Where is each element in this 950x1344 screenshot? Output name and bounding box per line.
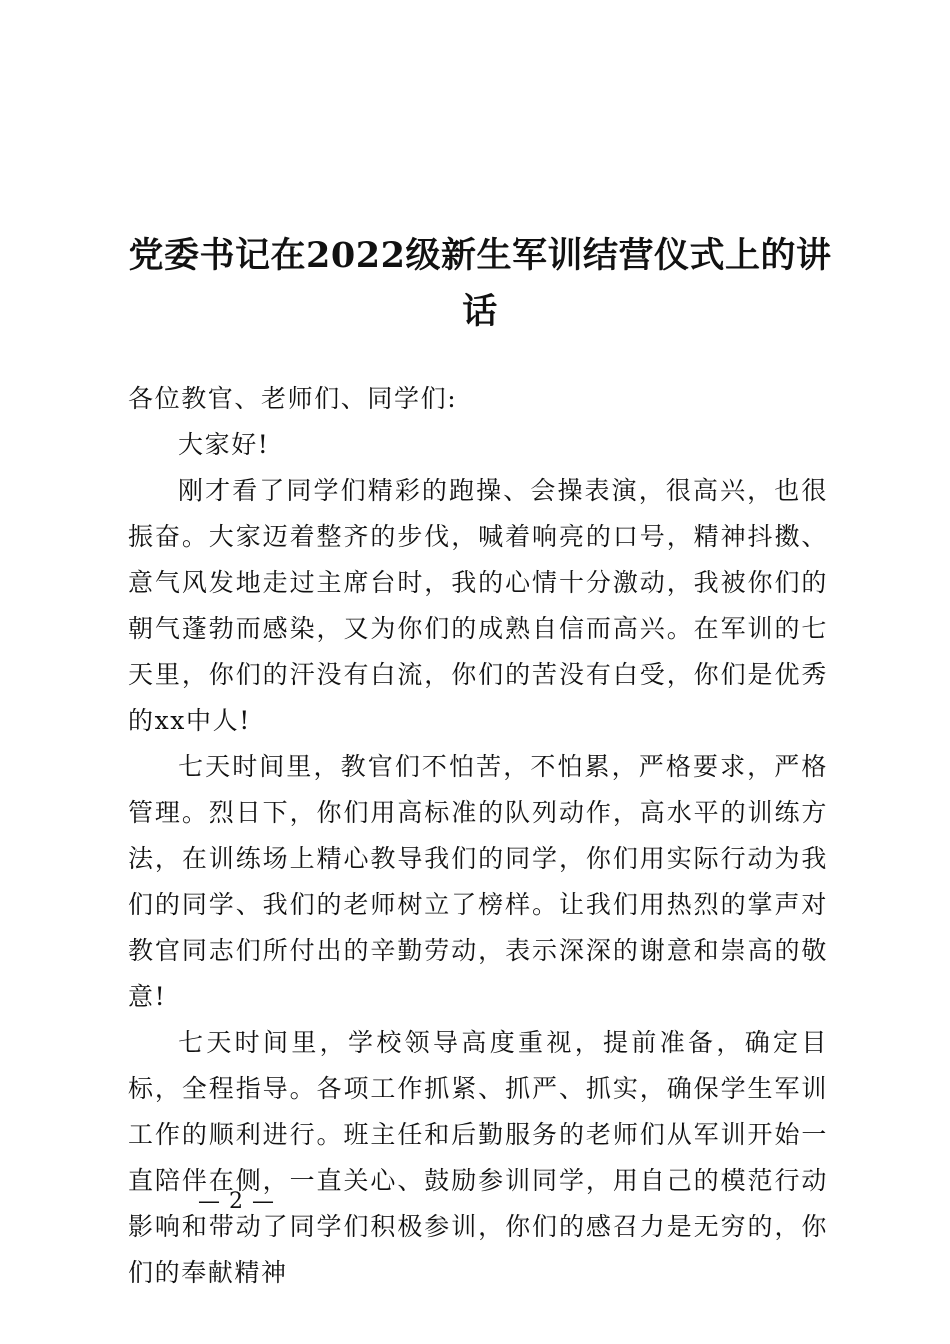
- title-line-2: 话: [462, 291, 498, 332]
- paragraph-3: 七天时间里，学校领导高度重视，提前准备，确定目标，全程指导。各项工作抓紧、抓严、抓实，确保学生军训工作的顺利进行。班主任和后勤服务的老师们从军训开始一直陪伴在侧，一直关心、鼓励参训同学，用自己的模范行动影响和带动了同学们积极参训，你们的感召力是无穷的，你们的奉献精神: [128, 1028, 828, 1287]
- salutation: 各位教官、老师们、同学们:: [128, 384, 458, 413]
- paragraph-2: 七天时间里，教官们不怕苦，不怕累，严格要求，严格管理。烈日下，你们用高标准的队列动作，高水平的训练方法，在训练场上精心教导我们的同学，你们用实际行动为我们的同学、我们的老师树立了榜样。让我们用热烈的掌声对教官同志们所付出的辛勤劳动，表示深深的谢意和崇高的敬意!: [128, 752, 828, 1011]
- document-title: [120, 228, 840, 340]
- title-line-1: 党委书记在2022级新生军训结营仪式上的讲: [128, 235, 832, 276]
- page-number: — 2 —: [198, 1189, 275, 1214]
- paragraph-1: 刚才看了同学们精彩的跑操、会操表演，很高兴，也很振奋。大家迈着整齐的步伐，喊着响亮的口号，精神抖擞、意气风发地走过主席台时，我的心情十分激动，我被你们的朝气蓬勃而感染，又为你们的成熟自信而高兴。在军训的七天里，你们的汗没有白流，你们的苦没有白受，你们是优秀的xx中人!: [128, 476, 828, 735]
- document-body: [128, 376, 828, 1296]
- greeting: 大家好!: [178, 430, 270, 459]
